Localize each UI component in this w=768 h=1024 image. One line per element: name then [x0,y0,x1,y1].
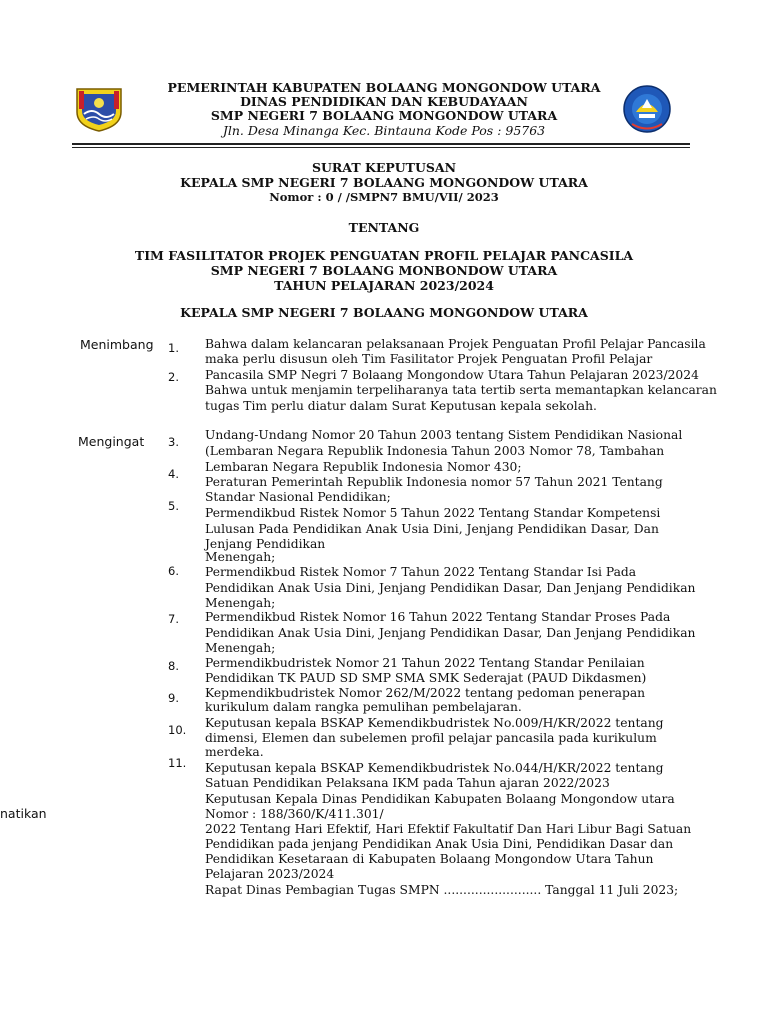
header-divider-thin [72,147,690,148]
item-number: 8. [168,659,179,673]
text-line: Pendidikan Anak Usia Dini, Jenjang Pendidikan Dasar, Dan Jenjang Pendidikan [205,581,696,595]
text-line: Nomor : 188/360/K/411.301/ [205,807,384,821]
text-line: Pendidikan TK PAUD SD SMP SMA SMK Sederajat (PAUD Dikdasmen) [205,671,647,685]
text-line: Satuan Pendidikan Pelaksana IKM pada Tahun ajaran 2022/2023 [205,776,610,790]
item-number: 11. [168,756,187,770]
text-line: Menengah; [205,596,276,610]
text-line: Rapat Dinas Pembagian Tugas SMPN ......................... Tanggal 11 Juli 2023; [205,883,679,897]
text-line: Permendikbud Ristek Nomor 7 Tahun 2022 Tentang Standar Isi Pada [205,565,637,579]
decree-issuer: KEPALA SMP NEGERI 7 BOLAANG MONGONDOW UTARA [180,175,588,190]
decree-number: Nomor : 0 / /SMPN7 BMU/VII/ 2023 [269,190,499,204]
text-line: Peraturan Pemerintah Republik Indonesia nomor 57 Tahun 2021 Tentang [205,475,663,489]
mengingat-label: Mengingat [78,434,145,449]
text-line: Pendidikan Anak Usia Dini, Jenjang Pendidikan Dasar, Dan Jenjang Pendidikan [205,626,696,640]
subject-line-2: SMP NEGERI 7 BOLAANG MONBONDOW UTARA [210,263,558,278]
text-line: Undang-Undang Nomor 20 Tahun 2003 tentang Sistem Pendidikan Nasional [205,428,683,442]
subject-line-1: TIM FASILITATOR PROJEK PENGUATAN PROFIL PELAJAR PANCASILA [134,248,634,263]
text-line: (Lembaran Negara Republik Indonesia Tahun 2003 Nomor 78, Tambahan [205,444,665,458]
item-number: 6. [168,564,179,578]
item-number: 3. [168,435,179,449]
text-line: Permendikbudristek Nomor 21 Tahun 2022 Tentang Standar Penilaian [205,656,645,670]
item-number: 2. [168,370,179,384]
item-number: 9. [168,691,179,705]
text-line: Keputusan kepala BSKAP Kemendikbudristek No.009/H/KR/2022 tentang [205,716,664,730]
item-number: 4. [168,467,179,481]
text-line: Lulusan Pada Pendidikan Anak Usia Dini, Jenjang Pendidikan Dasar, Dan [205,522,659,536]
text-line: merdeka. [205,745,264,759]
item-number: 7. [168,612,179,626]
memperhatikan-label: natikan [0,806,47,821]
text-line: Pancasila SMP Negri 7 Bolaang Mongondow Utara Tahun Pelajaran 2023/2024 [205,368,699,382]
text-line: Pendidikan pada jenjang Pendidikan Anak Usia Dini, Pendidikan Dasar dan [205,837,674,851]
text-line: Pelajaran 2023/2024 [205,867,335,881]
text-line: kurikulum dalam rangka pemulihan pembelajaran. [205,700,522,714]
text-line: Jenjang Pendidikan [205,537,326,551]
text-line: Menengah; [205,641,276,655]
letterhead-school: SMP NEGERI 7 BOLAANG MONGONDOW UTARA [210,108,558,123]
text-line: Keputusan Kepala Dinas Pendidikan Kabupaten Bolaang Mongondow utara [205,792,675,806]
item-number: 1. [168,341,179,355]
text-line: Pendidikan Kesetaraan di Kabupaten Bolaang Mongondow Utara Tahun [205,852,654,866]
text-line: Kepmendikbudristek Nomor 262/M/2022 tentang pedoman penerapan [205,686,646,700]
subject-line-3: TAHUN PELAJARAN 2023/2024 [274,278,494,293]
text-line: dimensi, Elemen dan subelemen profil pelajar pancasila pada kurikulum [205,731,657,745]
menimbang-label: Menimbang [80,337,154,352]
header-divider-thick [72,143,690,145]
text-line: Permendikbud Ristek Nomor 16 Tahun 2022 Tentang Standar Proses Pada [205,610,671,624]
letterhead-address: Jln. Desa Minanga Kec. Bintauna Kode Pos : 95763 [222,123,546,138]
decree-title: SURAT KEPUTUSAN [311,160,457,175]
kepala-heading: KEPALA SMP NEGERI 7 BOLAANG MONGONDOW UTARA [180,305,588,320]
item-number: 5. [168,499,179,513]
text-line: Keputusan kepala BSKAP Kemendikbudristek No.044/H/KR/2022 tentang [205,761,664,775]
text-line: 2022 Tentang Hari Efektif, Hari Efektif Fakultatif Dan Hari Libur Bagi Satuan [205,822,692,836]
text-line: tugas Tim perlu diatur dalam Surat Keputusan kepala sekolah. [205,399,597,413]
tentang-heading: TENTANG [348,220,420,235]
letterhead-department: DINAS PENDIDIKAN DAN KEBUDAYAAN [240,94,528,109]
text-line: Standar Nasional Pendidikan; [205,490,391,504]
text-line: Bahwa dalam kelancaran pelaksanaan Projek Penguatan Profil Pelajar Pancasila [205,337,706,351]
text-line: Lembaran Negara Republik Indonesia Nomor 430; [205,460,522,474]
text-line: Menengah; [205,550,276,564]
letterhead-government: PEMERINTAH KABUPATEN BOLAANG MONGONDOW UTARA [167,80,601,95]
text-line: maka perlu disusun oleh Tim Fasilitator Projek Penguatan Profil Pelajar [205,352,653,366]
item-number: 10. [168,723,187,737]
text-line: Bahwa untuk menjamin terpeliharanya tata tertib serta memantapkan kelancaran [205,383,717,397]
text-line: Permendikbud Ristek Nomor 5 Tahun 2022 Tentang Standar Kompetensi [205,506,661,520]
